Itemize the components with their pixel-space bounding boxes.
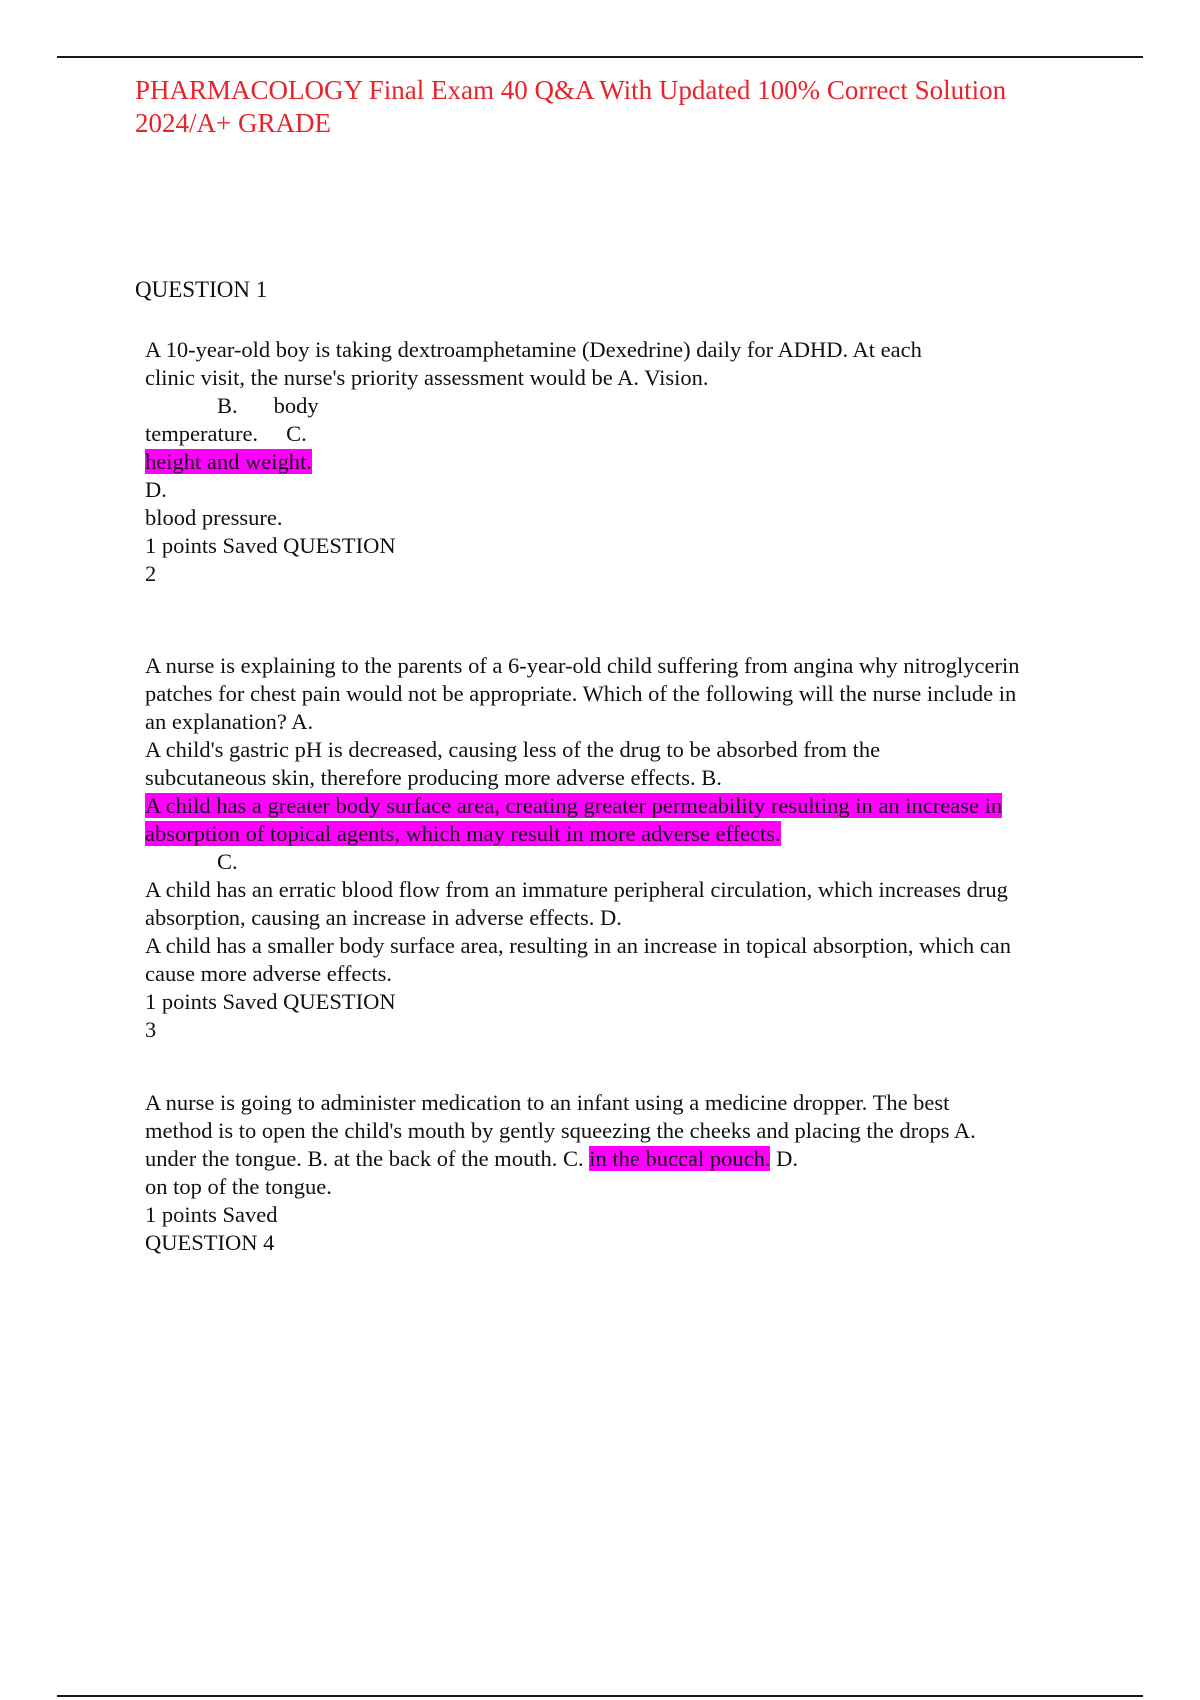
q1-option-d-text: blood pressure. <box>145 505 283 530</box>
document-title <box>135 74 1095 140</box>
q1-option-b-label: B. <box>217 393 238 418</box>
q1-option-c <box>145 448 1100 476</box>
q1-option-d-label: D. <box>145 477 167 502</box>
title-line-1: PHARMACOLOGY Final Exam 40 Q&A With Updated 100% Correct Solution <box>135 75 1007 105</box>
q2-stem-line-1: A nurse is explaining to the parents of a 6-year-old child suffering from angina why nitroglycerin <box>145 653 1020 678</box>
q2-option-b-line-1 <box>145 792 1100 820</box>
question-1 <box>145 336 1100 588</box>
question-2 <box>145 652 1100 1044</box>
q1-option-b-text-2: temperature. <box>145 421 259 446</box>
q1-option-b-cont <box>145 420 1100 448</box>
q1-option-b <box>145 392 1100 420</box>
q2-option-a-line-2: subcutaneous skin, therefore producing more adverse effects. B. <box>145 765 722 790</box>
q2-correct-answer-highlight-2: absorption of topical agents, which may result in more adverse effects. <box>145 821 781 846</box>
q2-footer-number: 3 <box>145 1017 157 1042</box>
q2-correct-answer-highlight-1: A child has a greater body surface area, creating greater permeability resulting in an increase in <box>145 793 1003 818</box>
q2-footer: 1 points Saved QUESTION <box>145 989 396 1014</box>
q1-option-b-text: body <box>273 393 319 418</box>
q3-stem-line-3-post: D. <box>776 1146 798 1171</box>
top-rule <box>57 56 1143 58</box>
q3-stem-line-3 <box>145 1145 1100 1173</box>
q1-stem-line-1: A 10-year-old boy is taking dextroamphetamine (Dexedrine) daily for ADHD. At each <box>145 337 922 362</box>
q2-option-d-line-2: cause more adverse effects. <box>145 961 392 986</box>
question-3 <box>145 1089 1100 1257</box>
q3-footer: 1 points Saved <box>145 1202 278 1227</box>
q2-option-c-line-1: A child has an erratic blood flow from an immature peripheral circulation, which increases drug <box>145 877 1008 902</box>
question-1-heading: QUESTION 1 <box>135 277 268 302</box>
q1-footer-number: 2 <box>145 561 157 586</box>
q2-option-d-line-1: A child has a smaller body surface area, resulting in an increase in topical absorption, which can <box>145 933 1011 958</box>
q1-stem-line-2: clinic visit, the nurse's priority assessment would be A. Vision. <box>145 365 709 390</box>
q1-correct-answer-highlight: height and weight. <box>145 449 312 474</box>
title-line-2: 2024/A+ GRADE <box>135 108 331 138</box>
q1-footer: 1 points Saved QUESTION <box>145 533 396 558</box>
q1-option-c-label: C. <box>286 421 307 446</box>
q2-stem-line-3: an explanation? A. <box>145 709 314 734</box>
q2-option-c-label: C. <box>217 849 238 874</box>
q3-stem-line-1: A nurse is going to administer medication to an infant using a medicine dropper. The best <box>145 1090 950 1115</box>
q2-option-b-line-2 <box>145 820 1100 848</box>
bottom-rule <box>57 1695 1143 1697</box>
q2-option-c-line-2: absorption, causing an increase in adverse effects. D. <box>145 905 622 930</box>
q3-stem-line-3-pre: under the tongue. B. at the back of the mouth. C. <box>145 1146 584 1171</box>
q3-correct-answer-highlight: in the buccal pouch. <box>589 1146 771 1171</box>
question-4-heading: QUESTION 4 <box>145 1230 275 1255</box>
q3-option-d-text: on top of the tongue. <box>145 1174 332 1199</box>
q3-stem-line-2: method is to open the child's mouth by gently squeezing the cheeks and placing the drops A. <box>145 1118 976 1143</box>
q2-stem-line-2: patches for chest pain would not be appropriate. Which of the following will the nurse include in <box>145 681 1017 706</box>
q2-option-a-line-1: A child's gastric pH is decreased, causing less of the drug to be absorbed from the <box>145 737 881 762</box>
